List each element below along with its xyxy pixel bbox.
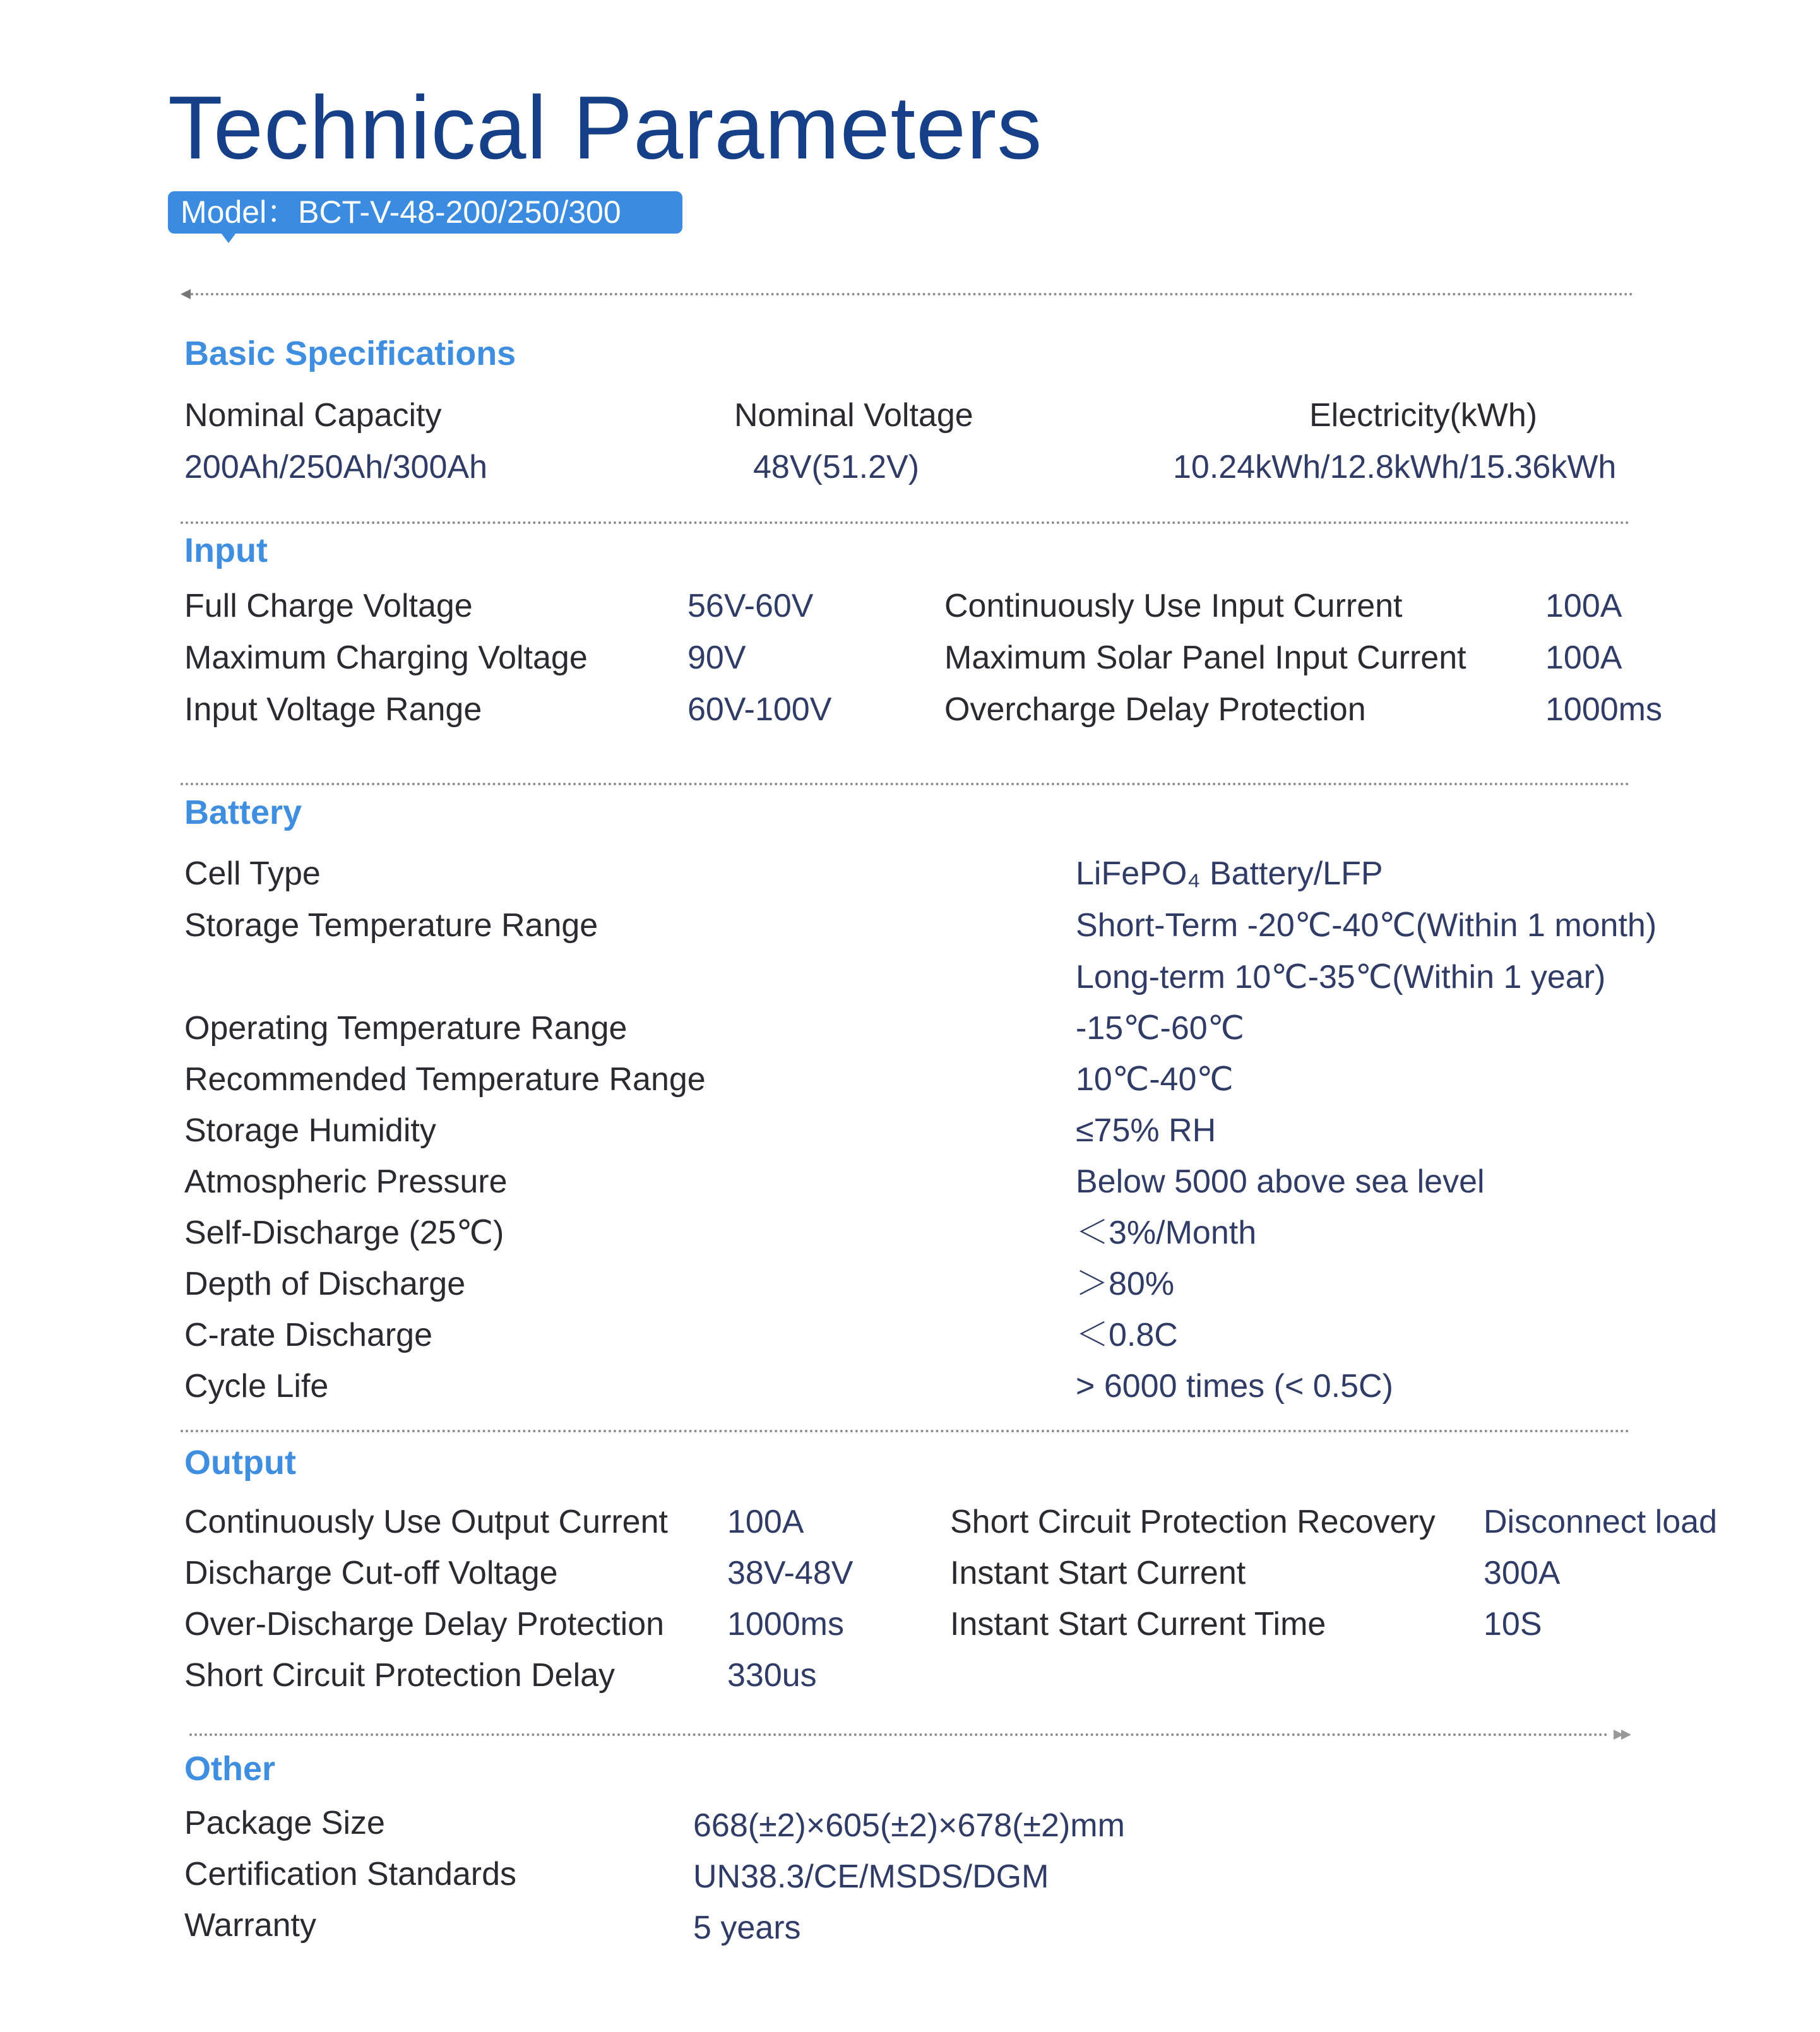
output-row-value: 10S xyxy=(1484,1606,1542,1643)
battery-row-value: Below 5000 above sea level xyxy=(1076,1163,1485,1200)
battery-row-label: Recommended Temperature Range xyxy=(184,1061,706,1098)
arrow-right-icon xyxy=(1621,1730,1631,1740)
output-row-label: Short Circuit Protection Delay xyxy=(184,1657,616,1694)
battery-row-label: Cycle Life xyxy=(184,1368,329,1405)
model-badge: Model：BCT-V-48-200/250/300 xyxy=(168,191,682,234)
output-row-label: Instant Start Current xyxy=(950,1555,1246,1591)
battery-row-value: LiFePO₄ Battery/LFP xyxy=(1076,855,1383,892)
battery-row-label: Storage Humidity xyxy=(184,1112,436,1149)
output-row-value: 100A xyxy=(727,1504,804,1540)
input-row-value: 100A xyxy=(1545,639,1622,676)
battery-row-value: 10℃-40℃ xyxy=(1076,1061,1234,1098)
basic-electricity-label: Electricity(kWh) xyxy=(1309,397,1538,434)
section-heading-input: Input xyxy=(184,532,268,569)
output-row-value: 1000ms xyxy=(727,1606,844,1643)
other-row-value: 5 years xyxy=(693,1910,801,1946)
battery-row-value: Short-Term -20℃-40℃(Within 1 month) xyxy=(1076,907,1657,944)
output-row-value: Disconnect load xyxy=(1484,1504,1717,1540)
section-heading-output: Output xyxy=(184,1444,296,1482)
output-row-label: Instant Start Current Time xyxy=(950,1606,1326,1643)
input-row-label: Full Charge Voltage xyxy=(184,588,473,624)
basic-voltage-label: Nominal Voltage xyxy=(734,397,973,434)
battery-row-label: Cell Type xyxy=(184,855,321,892)
battery-row-value: ＜3%/Month xyxy=(1076,1215,1257,1251)
section-heading-battery: Battery xyxy=(184,793,302,831)
input-row-value: 60V-100V xyxy=(687,691,832,728)
battery-row-value: ≤75% RH xyxy=(1076,1112,1216,1149)
input-row-value: 1000ms xyxy=(1545,691,1662,728)
battery-row-value: ＜0.8C xyxy=(1076,1317,1178,1353)
divider xyxy=(191,293,1634,295)
page-title: Technical Parameters xyxy=(168,78,1043,178)
other-row-label: Package Size xyxy=(184,1805,385,1841)
output-row-label: Short Circuit Protection Recovery xyxy=(950,1504,1436,1540)
basic-capacity-label: Nominal Capacity xyxy=(184,397,442,434)
section-heading-basic: Basic Specifications xyxy=(184,335,516,372)
input-row-label: Input Voltage Range xyxy=(184,691,482,728)
output-row-label: Discharge Cut-off Voltage xyxy=(184,1555,558,1591)
input-row-label: Overcharge Delay Protection xyxy=(944,691,1366,728)
battery-row-label: Atmospheric Pressure xyxy=(184,1163,508,1200)
output-row-value: 300A xyxy=(1484,1555,1561,1591)
input-row-label: Continuously Use Input Current xyxy=(944,588,1403,624)
input-row-value: 90V xyxy=(687,639,746,676)
divider xyxy=(181,521,1630,524)
basic-voltage-value: 48V(51.2V) xyxy=(753,449,920,485)
battery-row-value: Long-term 10℃-35℃(Within 1 year) xyxy=(1076,959,1606,995)
battery-row-label: C-rate Discharge xyxy=(184,1317,433,1353)
other-row-label: Certification Standards xyxy=(184,1856,517,1892)
arrow-left-icon xyxy=(181,289,191,299)
battery-row-label: Depth of Discharge xyxy=(184,1266,466,1302)
input-row-value: 100A xyxy=(1545,588,1622,624)
input-row-label: Maximum Charging Voltage xyxy=(184,639,588,676)
battery-row-label: Self-Discharge (25℃) xyxy=(184,1215,504,1251)
output-row-value: 38V-48V xyxy=(727,1555,853,1591)
other-row-value: 668(±2)×605(±2)×678(±2)mm xyxy=(693,1807,1125,1844)
divider xyxy=(181,783,1630,785)
section-heading-other: Other xyxy=(184,1750,276,1788)
output-row-label: Over-Discharge Delay Protection xyxy=(184,1606,665,1643)
battery-row-label: Operating Temperature Range xyxy=(184,1010,627,1047)
basic-capacity-value: 200Ah/250Ah/300Ah xyxy=(184,449,487,485)
other-row-label: Warranty xyxy=(184,1907,316,1944)
divider xyxy=(181,1430,1630,1432)
battery-row-label: Storage Temperature Range xyxy=(184,907,598,944)
other-row-value: UN38.3/CE/MSDS/DGM xyxy=(693,1858,1049,1895)
battery-row-value: -15℃-60℃ xyxy=(1076,1010,1245,1047)
battery-row-value: > 6000 times (< 0.5C) xyxy=(1076,1368,1393,1405)
model-badge-pointer xyxy=(221,233,236,243)
input-row-value: 56V-60V xyxy=(687,588,814,624)
battery-row-value: ＞80% xyxy=(1076,1266,1175,1302)
input-row-label: Maximum Solar Panel Input Current xyxy=(944,639,1466,676)
basic-electricity-value: 10.24kWh/12.8kWh/15.36kWh xyxy=(1173,449,1617,485)
output-row-value: 330us xyxy=(727,1657,817,1694)
output-row-label: Continuously Use Output Current xyxy=(184,1504,668,1540)
divider xyxy=(189,1733,1609,1736)
